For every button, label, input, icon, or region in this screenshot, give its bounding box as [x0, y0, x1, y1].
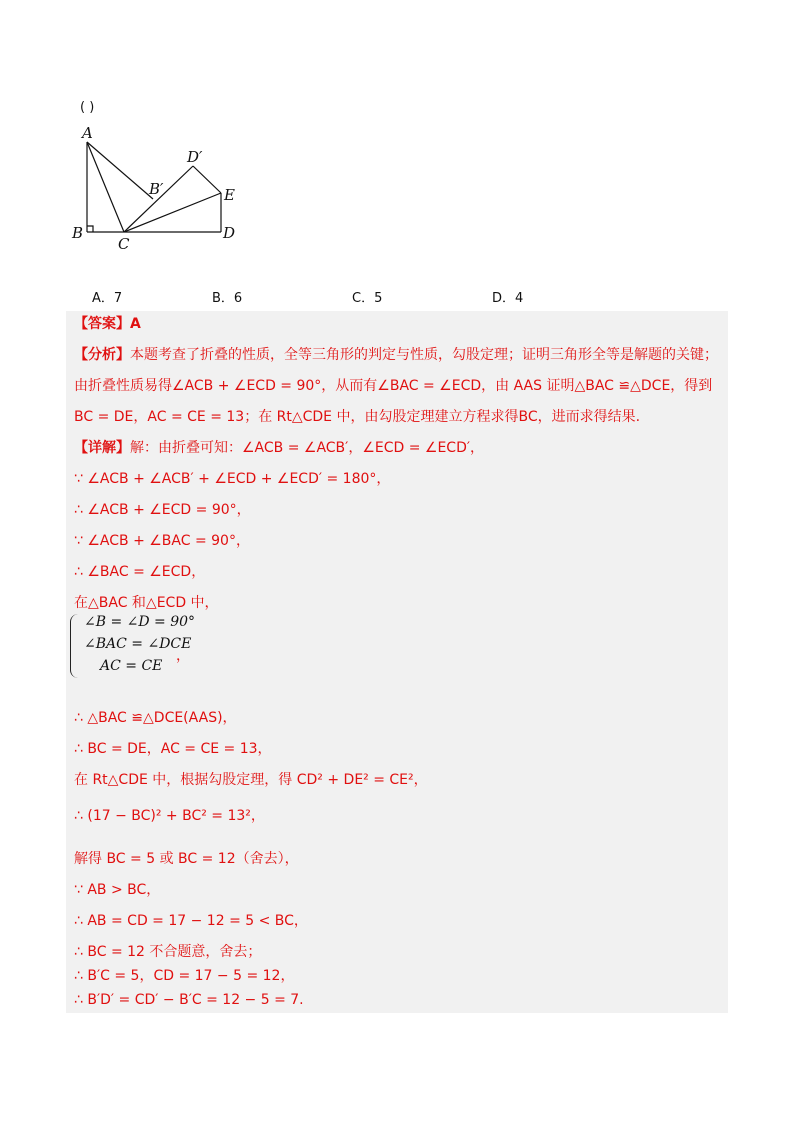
analysis-line-2: 由折叠性质易得∠ACB + ∠ECD = 90°，从而有∠BAC = ∠ECD，由 AAS 证明△BAC ≌△DCE，得到	[74, 378, 713, 394]
label-D-prime: D′	[187, 148, 203, 166]
system-eq-2: ∠BAC = ∠DCE	[84, 636, 192, 652]
step-1: ∵ ∠ACB + ∠ACB′ + ∠ECD + ∠ECD′ = 180°，	[74, 471, 391, 487]
label-C: C	[118, 235, 130, 253]
analysis-line-1: 【分析】本题考查了折叠的性质，全等三角形的判定与性质，勾股定理；证明三角形全等是解题的关键；	[74, 347, 718, 363]
step-2: ∴ ∠ACB + ∠ECD = 90°，	[74, 502, 251, 518]
step-11: ∵ AB > BC，	[74, 882, 161, 898]
label-B-prime: B′	[149, 180, 164, 198]
choice-b[interactable]: B．6	[212, 291, 243, 306]
label-A: A	[82, 124, 93, 142]
system-eq-1: ∠B = ∠D = 90°	[84, 614, 196, 630]
system-end: ，	[176, 648, 190, 664]
answer-line	[74, 314, 141, 334]
segment-AC	[87, 142, 124, 232]
detail-tag: 【详解】	[74, 440, 130, 456]
label-E: E	[224, 186, 235, 204]
segment-C-D-prime	[124, 166, 193, 232]
label-B: B	[72, 224, 84, 242]
step-12: ∴ AB = CD = 17 − 12 = 5 < BC，	[74, 913, 308, 929]
analysis-tag: 【分析】	[74, 347, 130, 363]
step-9: ∴ (17 − BC)² + BC² = 13²，	[74, 808, 265, 824]
answer-tag: 【答案】	[74, 316, 130, 332]
step-14: ∴ B′C = 5，CD = 17 − 5 = 12，	[74, 968, 295, 984]
choice-a[interactable]: A．7	[92, 291, 123, 306]
system-eq-3: AC = CE	[100, 658, 163, 674]
step-13: ∴ BC = 12 不合题意，舍去；	[74, 944, 262, 960]
segment-D-prime-E	[193, 166, 221, 193]
step-8: 在 Rt△CDE 中，根据勾股定理，得 CD² + DE² = CE²，	[74, 772, 428, 788]
answer-parentheses: ( )	[80, 100, 95, 115]
system-brace	[70, 614, 79, 678]
choice-d[interactable]: D．4	[492, 291, 524, 306]
label-D: D	[223, 224, 236, 242]
detail-line: 【详解】解：由折叠可知：∠ACB = ∠ACB′，∠ECD = ∠ECD′，	[74, 440, 485, 456]
step-10: 解得 BC = 5 或 BC = 12（舍去），	[74, 851, 299, 867]
step-4: ∴ ∠BAC = ∠ECD，	[74, 564, 206, 580]
step-15: ∴ B′D′ = CD′ − B′C = 12 − 5 = 7.	[74, 992, 304, 1008]
segment-AB-prime	[87, 142, 153, 199]
analysis-line-3: BC = DE，AC = CE = 13；在 Rt△CDE 中，由勾股定理建立方程求得BC，进而求得结果.	[74, 409, 641, 425]
step-6: ∴ △BAC ≌△DCE(AAS)，	[74, 710, 237, 726]
geometry-figure	[66, 118, 256, 253]
segment-CE	[124, 193, 221, 232]
choice-c[interactable]: C．5	[352, 291, 383, 306]
right-angle-mark	[87, 226, 93, 232]
step-3: ∵ ∠ACB + ∠BAC = 90°，	[74, 533, 250, 549]
answer-value: A	[130, 316, 141, 332]
step-7: ∴ BC = DE，AC = CE = 13，	[74, 741, 272, 757]
step-5: 在△BAC 和△ECD 中，	[74, 595, 219, 611]
